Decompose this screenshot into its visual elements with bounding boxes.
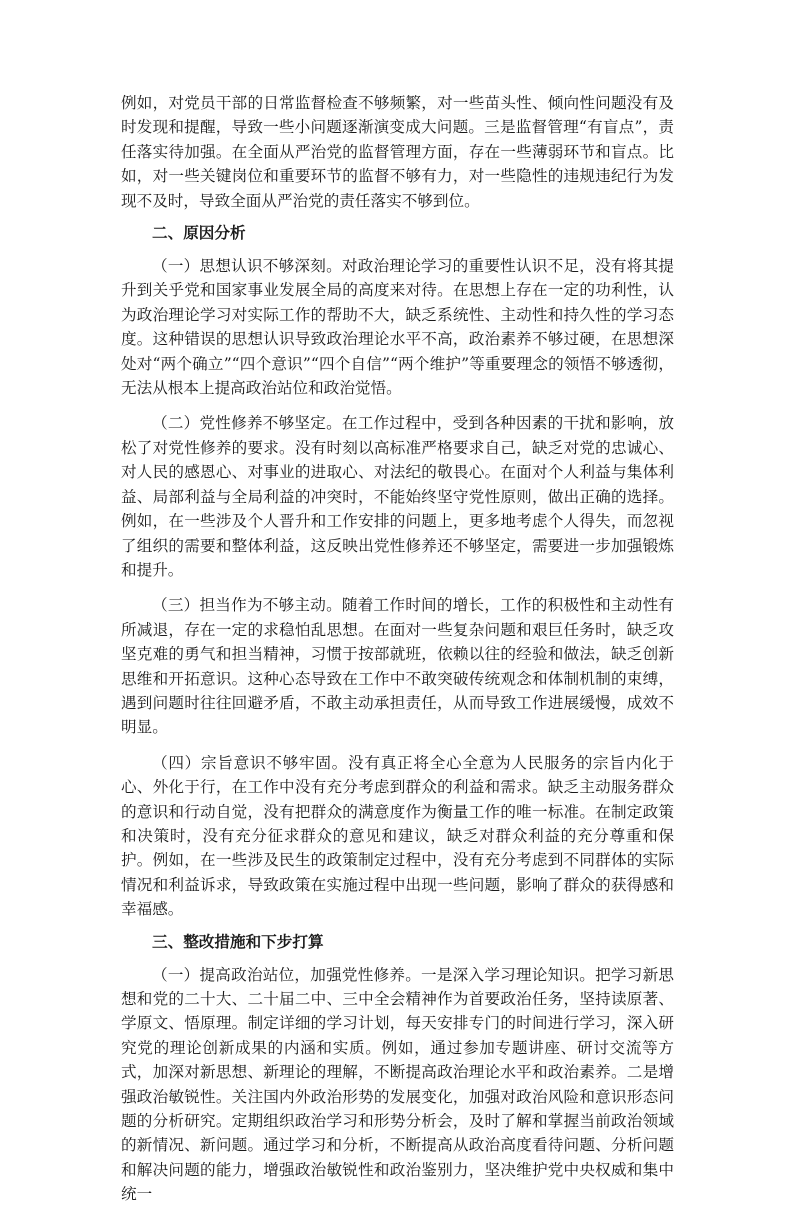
paragraph-cause-2: （二）党性修养不够坚定。在工作过程中，受到各种因素的干扰和影响，放松了对党性修养的要求。没有时刻以高标准严格要求自己，缺乏对党的忠诚心、对人民的感恩心、对事业的进取心、对法纪的敬畏心。在面对个人利益与集体利益、局部利益与全局利益的冲突时，不能始终坚守党性原则，做出正确的选择。例如，在一些涉及个人晋升和工作安排的问题上，更多地考虑个人得失，而忽视了组织的需要和整体利益，这反映出党性修养还不够坚定，需要进一步加强锻炼和提升。 <box>121 414 674 579</box>
paragraph-cause-4: （四）宗旨意识不够牢固。没有真正将全心全意为人民服务的宗旨内化于心、外化于行，在工作中没有充分考虑到群众的利益和需求。缺乏主动服务群众的意识和行动自觉，没有把群众的满意度作为衡量工作的唯一标准。在制定政策和决策时，没有充分征求群众的意见和建议，缺乏对群众利益的充分尊重和保护。例如，在一些涉及民生的政策制定过程中，没有充分考虑到不同群体的实际情况和利益诉求，导致政策在实施过程中出现一些问题，影响了群众的获得感和幸福感。 <box>121 753 674 919</box>
paragraph-cause-3: （三）担当作为不够主动。随着工作时间的增长，工作的积极性和主动性有所减退，存在一定的求稳怕乱思想。在面对一些复杂问题和艰巨任务时，缺乏攻坚克难的勇气和担当精神，习惯于按部就班，依赖以往的经验和做法，缺乏创新思维和开拓意识。这种心态导致在工作中不敢突破传统观念和体制机制的束缚，遇到问题时往往回避矛盾，不敢主动承担责任，从而导致工作进展缓慢，成效不明显。 <box>121 596 674 737</box>
document-page <box>121 91 674 1207</box>
paragraph-measure-1: （一）提高政治站位，加强党性修养。一是深入学习理论知识。把学习新思想和党的二十大、二十届二中、三中全会精神作为首要政治任务，坚持读原著、学原文、悟原理。制定详细的学习计划，每天安排专门的时间进行学习，深入研究党的理论创新成果的内涵和实质。例如，通过参加专题讲座、研讨交流等方式，加深对新思想、新理论的理解，不断提高政治理论水平和政治素养。二是增强政治敏锐性。关注国内外政治形势的发展变化，加强对政治风险和意识形态问题的分析研究。定期组织政治学习和形势分析会，及时了解和掌握当前政治领域的新情况、新问题。通过学习和分析，不断提高从政治高度看待问题、分析问题和解决问题的能力，增强政治敏锐性和政治鉴别力，坚决维护党中央权威和集中统一 <box>121 965 674 1204</box>
section-heading-rectification: 三、整改措施和下步打算 <box>152 932 324 951</box>
section-heading-cause-analysis: 二、原因分析 <box>152 224 246 243</box>
paragraph-intro: 例如，对党员干部的日常监督检查不够频繁，对一些苗头性、倾向性问题没有及时发现和提醒，导致一些小问题逐渐演变成大问题。三是监督管理“有盲点”，责任落实待加强。在全面从严治党的监督管理方面，存在一些薄弱环节和盲点。比如，对一些关键岗位和重要环节的监督不够有力，对一些隐性的违规违纪行为发现不及时，导致全面从严治党的责任落实不够到位。 <box>121 94 674 210</box>
paragraph-cause-1: （一）思想认识不够深刻。对政治理论学习的重要性认识不足，没有将其提升到关乎党和国家事业发展全局的高度来对待。在思想上存在一定的功利性，认为政治理论学习对实际工作的帮助不大，缺乏系统性、主动性和持久性的学习态度。这种错误的思想认识导致政治理论水平不高，政治素养不够过硬，在思想深处对“两个确立”“四个意识”“四个自信”“两个维护”等重要理念的领悟不够透彻，无法从根本上提高政治站位和政治觉悟。 <box>121 257 674 398</box>
